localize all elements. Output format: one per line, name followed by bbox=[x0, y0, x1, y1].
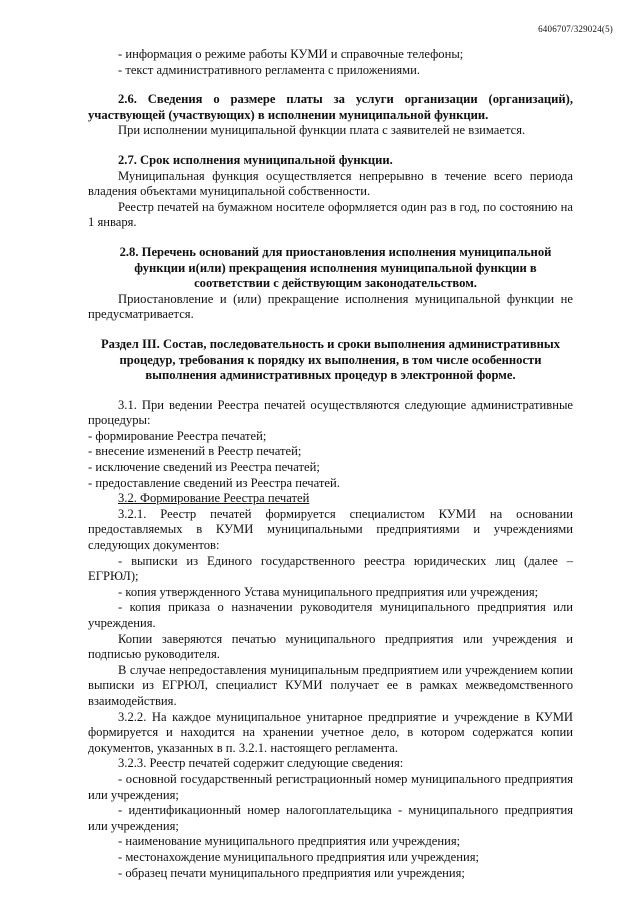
subsection-heading-3-2 bbox=[88, 491, 573, 507]
list-item: - текст административного регламента с приложениями. bbox=[118, 62, 421, 77]
paragraph: 3.1. При ведении Реестра печатей осуществляются следующие административные процедуры: bbox=[88, 397, 573, 428]
section-heading-2-6: 2.6. Сведения о размере платы за услуги организации (организаций), участвующей (участвующих) в исполнении муниципальной функции. bbox=[88, 92, 573, 122]
paragraph: В случае непредоставления муниципальным предприятием или учреждением копии выписки из ЕГРЮЛ, специалист КУМИ получает ее в рамках межведомственного взаимодействия. bbox=[88, 662, 573, 708]
list-item: - наименование муниципального предприятия или учреждения; bbox=[118, 834, 461, 849]
document-body bbox=[88, 47, 573, 881]
list-item: - образец печати муниципального предприятия или учреждения; bbox=[118, 865, 465, 880]
document-id: 6406707/329024(5) bbox=[538, 24, 613, 34]
list-item: - предоставление сведений из Реестра печатей. bbox=[88, 475, 340, 490]
list-item: - внесение изменений в Реестр печатей; bbox=[88, 444, 302, 459]
list-item: - копия приказа о назначении руководителя муниципального предприятия или учреждения. bbox=[88, 600, 573, 630]
list-item: - формирование Реестра печатей; bbox=[88, 428, 267, 443]
section-heading-2-7: 2.7. Срок исполнения муниципальной функции. bbox=[118, 152, 393, 167]
list-item: - копия утвержденного Устава муниципального предприятия или учреждения; bbox=[118, 584, 539, 599]
paragraph: 3.2.1. Реестр печатей формируется специалистом КУМИ на основании предоставляемых в КУМИ муниципальными предприятиями и учреждениями следующих документов: bbox=[88, 506, 573, 553]
paragraph: Копии заверяются печатью муниципального предприятия или учреждения и подписью руководителя. bbox=[88, 631, 573, 662]
paragraph: Приостановление и (или) прекращение исполнения муниципальной функции не предусматривается. bbox=[88, 291, 573, 322]
list-item: - местонахождение муниципального предприятия или учреждения; bbox=[118, 849, 480, 864]
list-item: - информация о режиме работы КУМИ и справочные телефоны; bbox=[118, 47, 464, 61]
paragraph: 3.2.2. На каждое муниципальное унитарное предприятие и учреждение в КУМИ формируется и находится на хранении учетное дело, в котором содержатся копии документов, указанных в п. 3.2.1. настоящего регламента. bbox=[88, 709, 573, 755]
paragraph: Реестр печатей на бумажном носителе оформляется один раз в год, по состоянию на 1 января. bbox=[88, 199, 573, 230]
subsection-heading-text: 3.2. Формирование Реестра печатей bbox=[118, 491, 310, 506]
list-item: - выписки из Единого государственного реестра юридических лиц (далее – ЕГРЮЛ); bbox=[88, 553, 573, 584]
section-heading-iii: Раздел III. Состав, последовательность и сроки выполнения административных процедур, требования к порядку их выполнения, в том числе особенности выполнения административных процедур в электронной форме. bbox=[100, 336, 561, 383]
paragraph: 3.2.3. Реестр печатей содержит следующие сведения: bbox=[118, 756, 404, 771]
list-item: - идентификационный номер налогоплательщика - муниципального предприятия или учреждения; bbox=[88, 803, 573, 833]
paragraph: Муниципальная функция осуществляется непрерывно в течение всего периода владения объектами муниципальной собственности. bbox=[88, 168, 573, 199]
list-item: - основной государственный регистрационный номер муниципального предприятия или учреждения; bbox=[88, 771, 573, 802]
list-item: - исключение сведений из Реестра печатей; bbox=[88, 460, 320, 475]
paragraph: При исполнении муниципальной функции плата с заявителей не взимается. bbox=[118, 123, 526, 138]
section-heading-2-8: 2.8. Перечень оснований для приостановления исполнения муниципальной функции и(или) прекращения исполнения муниципальной функции в соответствии с действующим законодательством. bbox=[119, 244, 552, 291]
